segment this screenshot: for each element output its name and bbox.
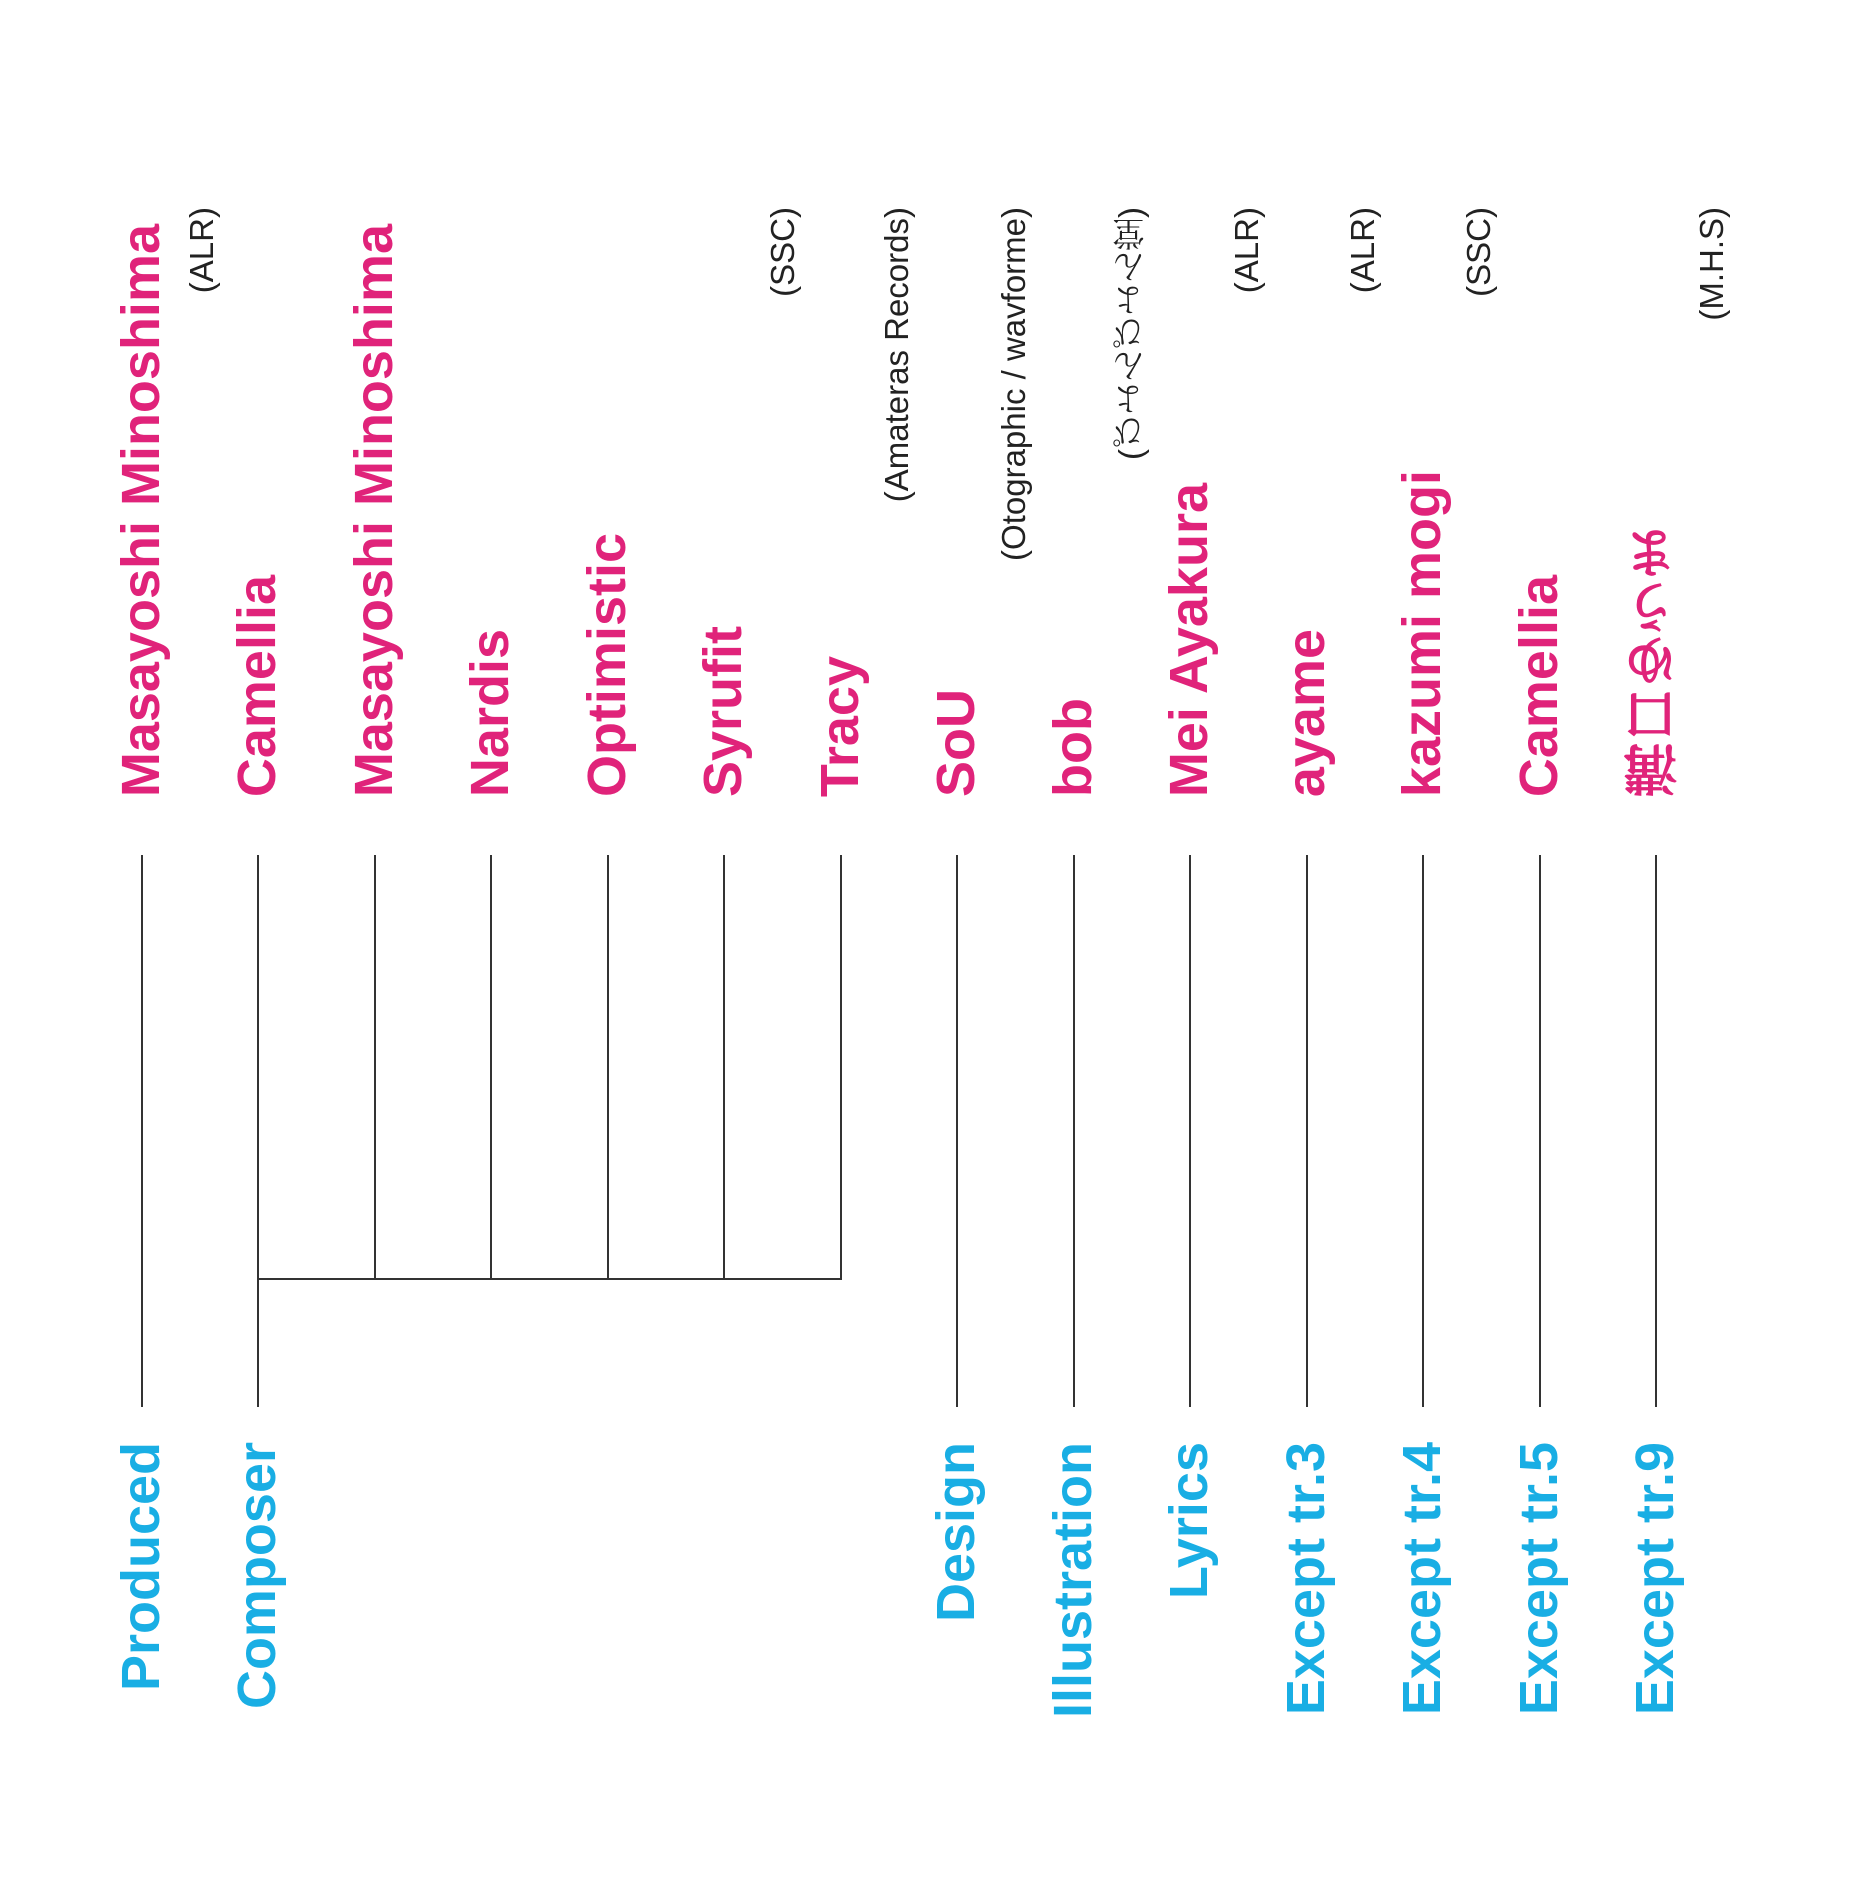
rule-composer: [257, 855, 259, 1407]
role-lyrics: Lyrics: [1159, 1442, 1219, 1600]
org-mhs: (M.H.S): [1693, 207, 1730, 321]
org-alr-lyrics: (ALR): [1228, 207, 1265, 294]
role-except-tr3: Except tr.3: [1276, 1442, 1336, 1716]
name-syrufit: Syrufit: [693, 625, 753, 797]
name-nardis: Nardis: [460, 628, 520, 797]
rule-design: [956, 855, 958, 1407]
name-sou: SoU: [926, 689, 986, 797]
rule-composer-2: [374, 855, 376, 1280]
name-camellia-tr5: Camellia: [1509, 574, 1569, 797]
org-amateras-records: (Amateras Records): [878, 207, 915, 503]
name-camellia: Camellia: [227, 574, 287, 797]
org-ssc: (SSC): [764, 207, 801, 297]
name-masayoshi-minoshima: Masayoshi Minoshima: [111, 223, 171, 797]
org-alr-tr3: (ALR): [1344, 207, 1381, 294]
org-otographic-wavforme: (Otographic / wavforme): [995, 207, 1032, 561]
role-except-tr5: Except tr.5: [1509, 1442, 1569, 1716]
name-ayame: ayame: [1276, 628, 1336, 797]
role-except-tr4: Except tr.4: [1392, 1442, 1452, 1716]
org-ssc-tr4: (SSC): [1460, 207, 1497, 297]
role-composer: Composer: [227, 1442, 287, 1710]
role-except-tr9: Except tr.9: [1625, 1442, 1685, 1716]
rule-except-tr3: [1306, 855, 1308, 1407]
rule-composer-bracket: [257, 1278, 841, 1280]
rule-lyrics: [1189, 855, 1191, 1407]
name-tracy: Tracy: [810, 655, 870, 797]
name-mei-ayakura: Mei Ayakura: [1159, 482, 1219, 797]
role-illustration: Illustration: [1043, 1442, 1103, 1719]
rule-illustration: [1073, 855, 1075, 1407]
rule-composer-6: [840, 855, 842, 1280]
rule-composer-4: [607, 855, 609, 1280]
rule-except-tr9: [1655, 855, 1657, 1407]
rule-except-tr4: [1422, 855, 1424, 1407]
rule-composer-5: [723, 855, 725, 1280]
name-kazumi-mogi: kazumi mogi: [1392, 469, 1452, 797]
role-design: Design: [926, 1442, 986, 1623]
org-piyonpiyondo: (ぴよんぴよん堂): [1112, 207, 1149, 460]
role-produced: Produced: [111, 1442, 171, 1692]
name-mizoguchi-yuma: 溝口ゆうま: [1625, 527, 1685, 797]
name-optimistic: Optimistic: [577, 532, 637, 797]
name-masayoshi-minoshima-composer: Masayoshi Minoshima: [344, 223, 404, 797]
org-alr: (ALR): [183, 207, 220, 294]
name-bob: bob: [1043, 698, 1103, 797]
rule-produced: [141, 855, 143, 1407]
rule-composer-3: [490, 855, 492, 1280]
rule-except-tr5: [1539, 855, 1541, 1407]
